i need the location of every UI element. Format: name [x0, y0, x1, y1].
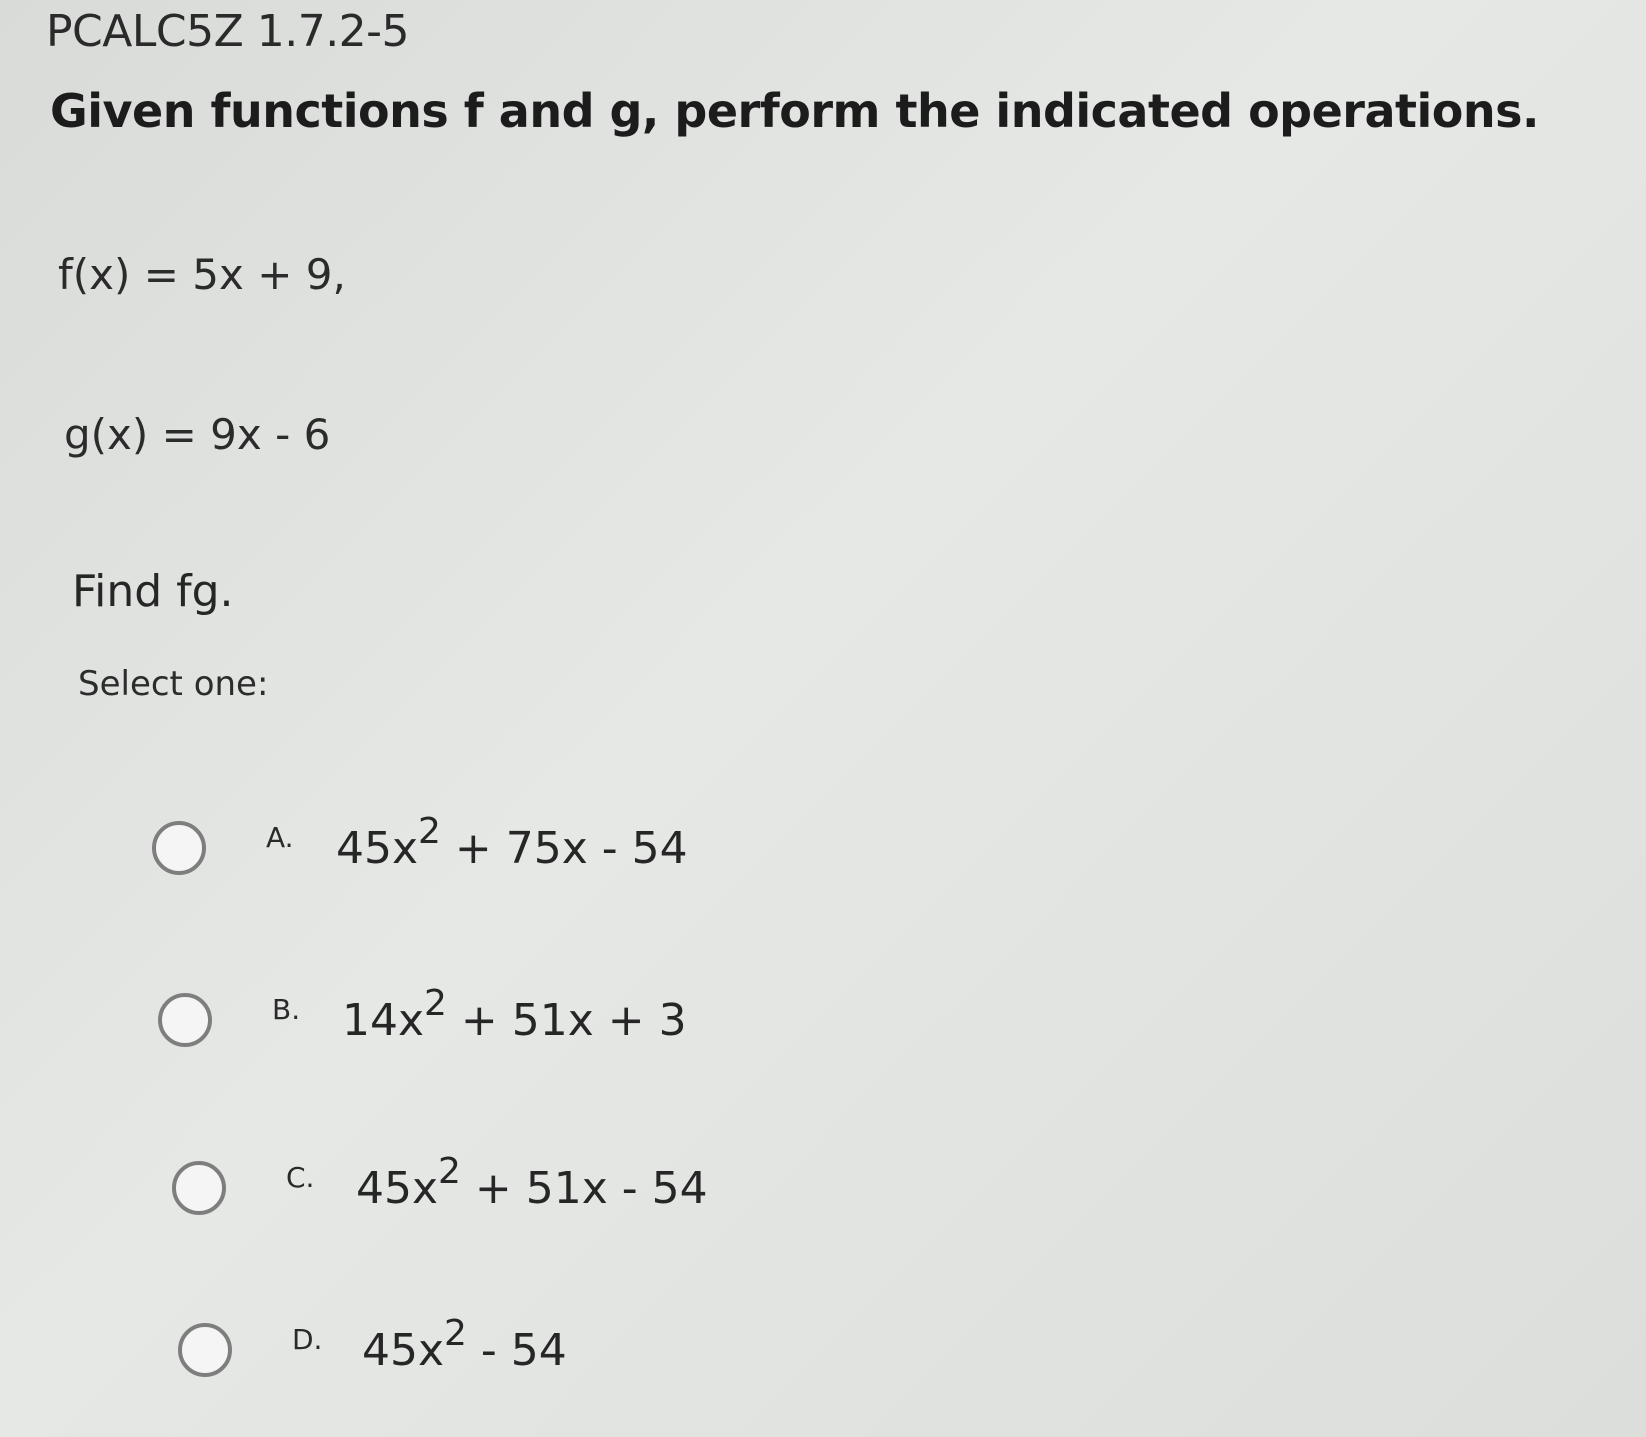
option-c-exponent: 2 [438, 1150, 461, 1192]
option-a-exponent: 2 [418, 810, 441, 852]
option-b-term: 14x [342, 994, 425, 1046]
option-b-radio[interactable] [158, 993, 212, 1047]
option-b-remainder: + 51x + 3 [446, 994, 687, 1046]
answer-option-d[interactable] [178, 1310, 567, 1390]
option-c-expression [356, 1150, 708, 1214]
question-instruction: Given functions f and g, perform the indicated operations. [50, 84, 1539, 138]
option-a-expression [336, 810, 688, 874]
answer-option-a[interactable] [152, 808, 688, 888]
option-a-letter: A. [266, 820, 294, 854]
option-d-exponent: 2 [444, 1312, 467, 1354]
question-id: PCALC5Z 1.7.2-5 [46, 6, 410, 57]
function-f-definition: f(x) = 5x + 9, [58, 250, 346, 299]
option-b-expression [342, 982, 687, 1046]
option-a-radio[interactable] [152, 821, 206, 875]
question-prompt: Find fg. [72, 566, 234, 617]
option-d-term: 45x [362, 1324, 445, 1376]
answer-option-b[interactable] [158, 980, 687, 1060]
option-a-term: 45x [336, 822, 419, 874]
option-d-remainder: - 54 [466, 1324, 567, 1376]
option-d-radio[interactable] [178, 1323, 232, 1377]
select-one-label: Select one: [78, 664, 269, 704]
function-g-definition: g(x) = 9x - 6 [64, 410, 331, 459]
option-c-letter: C. [286, 1160, 315, 1194]
option-c-term: 45x [356, 1162, 439, 1214]
option-d-expression [362, 1312, 567, 1376]
option-a-remainder: + 75x - 54 [440, 822, 688, 874]
option-b-letter: B. [272, 992, 301, 1026]
option-c-radio[interactable] [172, 1161, 226, 1215]
answer-option-c[interactable] [172, 1148, 708, 1228]
option-c-remainder: + 51x - 54 [460, 1162, 708, 1214]
option-d-letter: D. [292, 1322, 323, 1356]
option-b-exponent: 2 [424, 982, 447, 1024]
